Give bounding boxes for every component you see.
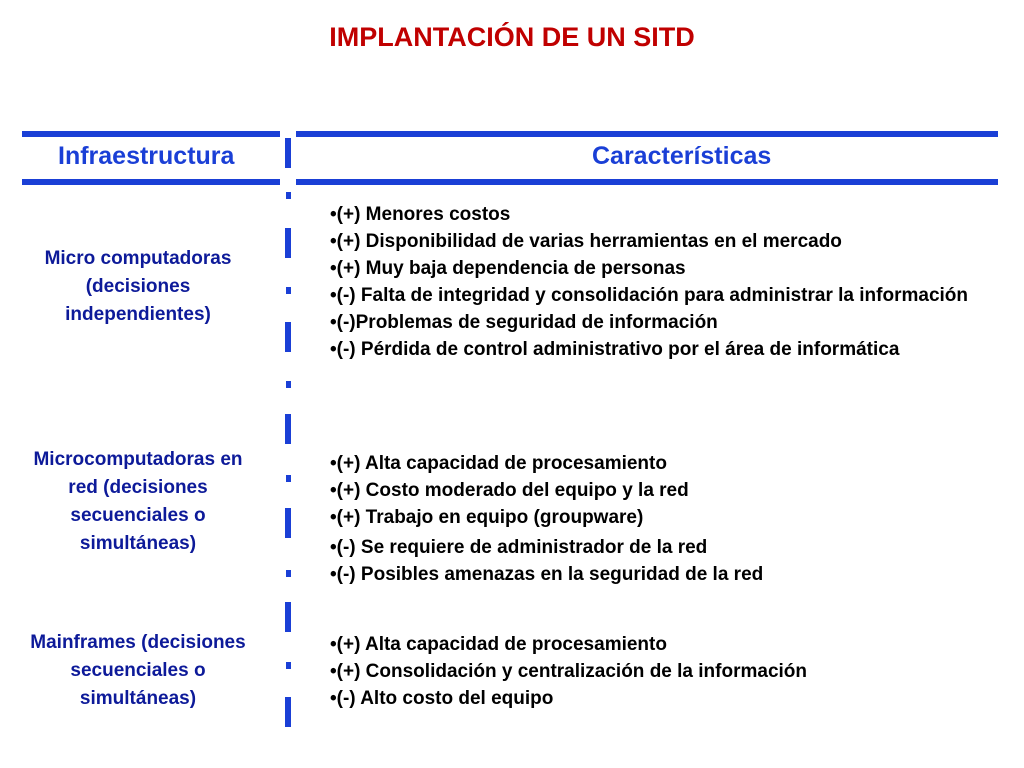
feature-item: • (+) Alta capacidad de procesamiento xyxy=(330,450,978,477)
feature-item: • (+) Costo moderado del equipo y la red xyxy=(330,477,978,504)
infrastructure-micro: Micro computadoras (decisiones independientes) xyxy=(44,248,232,325)
feature-item: • (+) Muy baja dependencia de personas xyxy=(330,255,978,282)
feature-item: • (-) Pérdida de control administrativo por el área de informática xyxy=(330,336,978,363)
feature-item: • (-) Alto costo del equipo xyxy=(330,685,978,712)
header-bottom-rule-right xyxy=(296,179,998,185)
slide-title: IMPLANTACIÓN DE UN SITD xyxy=(329,22,695,52)
feature-item: • (+) Menores costos xyxy=(330,201,978,228)
feature-item: • (-)Problemas de seguridad de información xyxy=(330,309,978,336)
feature-item: • (-) Falta de integridad y consolidación para administrar la información xyxy=(330,282,978,309)
header-top-rule-left xyxy=(22,131,280,137)
header-infrastructure: Infraestructura xyxy=(58,142,235,170)
features-list-mainframes xyxy=(330,631,978,712)
header-bottom-rule-left xyxy=(22,179,280,185)
feature-item: • (+) Disponibilidad de varias herramientas en el mercado xyxy=(330,228,978,255)
feature-item: • (+) Consolidación y centralización de la información xyxy=(330,658,978,685)
feature-item: • (-) Se requiere de administrador de la red xyxy=(330,534,978,561)
feature-item: • (-) Posibles amenazas en la seguridad de la red xyxy=(330,561,978,588)
infrastructure-mainframes: Mainframes (decisiones secuenciales o simultáneas) xyxy=(30,632,246,709)
features-list-network xyxy=(330,450,978,588)
header-top-rule-right xyxy=(296,131,998,137)
feature-item: • (+) Alta capacidad de procesamiento xyxy=(330,631,978,658)
header-features: Características xyxy=(592,142,772,170)
feature-item: • (+) Trabajo en equipo (groupware) xyxy=(330,504,978,531)
infrastructure-network: Microcomputadoras en red (decisiones secuenciales o simultáneas) xyxy=(33,449,243,554)
features-list-micro xyxy=(330,201,978,363)
